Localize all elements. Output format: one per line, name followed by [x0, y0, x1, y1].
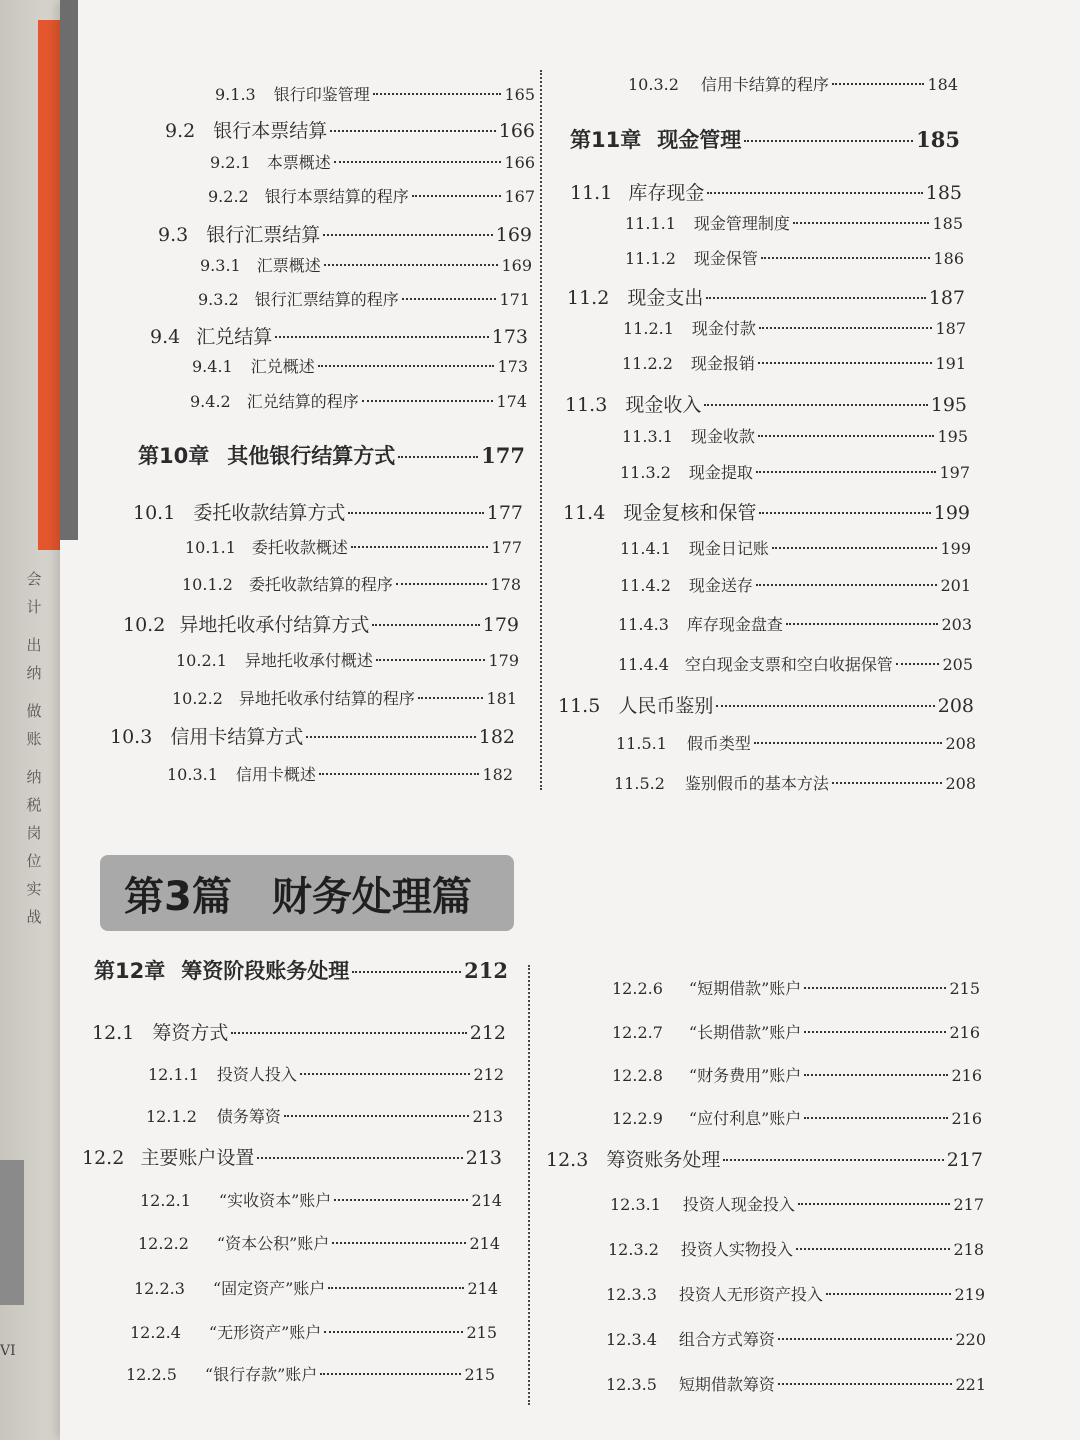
toc-page-number: 187: [928, 287, 965, 309]
toc-title: 现金收款: [690, 427, 755, 446]
toc-number: 11.4.2: [620, 576, 671, 595]
toc-page-number: 195: [930, 394, 967, 416]
toc-page-number: 182: [478, 726, 515, 748]
toc-entry: [146, 1104, 503, 1127]
toc-entry: [82, 1143, 502, 1170]
toc-title: 本票概述: [266, 153, 331, 172]
toc-number: 11.1: [570, 182, 613, 204]
toc-number: 12.2.1: [140, 1191, 191, 1210]
toc-number: 10.1: [133, 502, 176, 524]
leader-dots: [744, 140, 913, 142]
toc-entry: [612, 1063, 982, 1086]
toc-title: 鉴别假币的基本方法: [684, 774, 829, 793]
leader-dots: [402, 298, 497, 300]
toc-title: 现金复核和保管: [623, 502, 757, 524]
toc-page-number: 212: [473, 1065, 504, 1084]
leader-dots: [231, 1032, 466, 1034]
toc-page-number: 217: [953, 1195, 984, 1214]
toc-page-number: 177: [491, 538, 522, 557]
toc-number: 9.2.2: [208, 187, 249, 206]
toc-page-number: 208: [937, 695, 974, 717]
leader-dots: [756, 584, 938, 586]
toc-entry: [616, 731, 976, 754]
toc-title: 信用卡结算的程序: [700, 75, 829, 94]
toc-title: “实收资本”账户: [218, 1191, 332, 1210]
leader-dots: [832, 782, 943, 784]
leader-dots: [723, 1159, 943, 1161]
toc-number: 10.3.2: [628, 75, 679, 94]
leader-dots: [373, 93, 502, 95]
toc-entry: [546, 1145, 983, 1172]
toc-title: 银行印鉴管理: [273, 85, 370, 104]
leader-dots: [412, 195, 502, 197]
toc-entry: [172, 686, 517, 709]
toc-page-number: 201: [940, 576, 971, 595]
toc-entry: [92, 1018, 506, 1045]
leader-dots: [324, 264, 499, 266]
toc-entry: [165, 116, 535, 143]
toc-page-number: 218: [953, 1240, 984, 1259]
leader-dots: [758, 435, 935, 437]
toc-title: 组合方式筹资: [678, 1330, 775, 1349]
toc-entry: [158, 220, 532, 247]
toc-entry: [612, 976, 980, 999]
leader-dots: [796, 1248, 951, 1250]
page-number: VI: [0, 1343, 16, 1359]
toc-number: 12.2.8: [612, 1066, 663, 1085]
leader-dots: [348, 512, 483, 514]
toc-number: 12.3.4: [606, 1330, 657, 1349]
toc-title: 现金支出: [627, 287, 704, 309]
leader-dots: [798, 1203, 951, 1205]
leader-dots: [318, 365, 495, 367]
toc-number: 12.3.5: [606, 1375, 657, 1394]
toc-page-number: 205: [942, 655, 973, 674]
toc-entry: [176, 648, 519, 671]
toc-number: 11.3: [565, 394, 608, 416]
toc-number: 11.5.2: [614, 774, 665, 793]
toc-number: 9.1.3: [215, 85, 256, 104]
toc-page-number: 213: [472, 1107, 503, 1126]
leader-dots: [804, 1074, 948, 1076]
toc-page-number: 212: [469, 1022, 506, 1044]
leader-dots: [758, 362, 933, 364]
toc-number: 12.2.4: [130, 1323, 181, 1342]
toc-entry: [606, 1282, 985, 1305]
toc-page-number: 178: [490, 575, 521, 594]
leader-dots: [320, 1373, 461, 1375]
toc-number: 9.3.1: [200, 256, 241, 275]
toc-entry: [558, 691, 974, 718]
toc-entry: [208, 184, 535, 207]
toc-title: “长期借款”账户: [688, 1023, 802, 1042]
leader-dots: [257, 1157, 462, 1159]
toc-entry: [134, 1276, 498, 1299]
part-number: 第3篇: [124, 873, 232, 920]
toc-entry: [138, 1231, 500, 1254]
leader-dots: [323, 234, 493, 236]
toc-page-number: 199: [933, 502, 970, 524]
toc-page-number: 216: [951, 1109, 982, 1128]
toc-number: 10.2.1: [176, 651, 227, 670]
toc-page-number: 171: [499, 290, 530, 309]
leader-dots: [707, 192, 922, 194]
toc-number: 11.4: [563, 502, 606, 524]
toc-number: 12.2.2: [138, 1234, 189, 1253]
leader-dots: [328, 1287, 464, 1289]
toc-title: 假币类型: [686, 734, 751, 753]
toc-title: 债务筹资: [216, 1107, 281, 1126]
toc-entry: [130, 1320, 497, 1343]
toc-title: 库存现金: [628, 182, 705, 204]
toc-entry: [567, 283, 965, 310]
leader-dots: [396, 583, 488, 585]
toc-title: 银行汇票结算: [206, 224, 321, 246]
toc-number: 11.1.1: [625, 214, 676, 233]
toc-number: 10.3.1: [167, 765, 218, 784]
toc-page-number: 177: [486, 502, 523, 524]
toc-page-number: 184: [927, 75, 958, 94]
leader-dots: [300, 1073, 471, 1075]
leader-dots: [362, 400, 494, 402]
leader-dots: [319, 773, 480, 775]
toc-title: 其他银行结算方式: [227, 444, 396, 468]
toc-page-number: 219: [954, 1285, 985, 1304]
toc-title: 现金收入: [625, 394, 702, 416]
toc-title: “无形资产”账户: [208, 1323, 322, 1342]
leader-dots: [324, 1331, 463, 1333]
toc-number: 9.4: [150, 326, 181, 348]
toc-entry: [610, 1192, 984, 1215]
toc-number: 11.4.1: [620, 539, 671, 558]
toc-page-number: 181: [486, 689, 517, 708]
toc-number: 10.2: [123, 614, 166, 636]
leader-dots: [761, 257, 931, 259]
toc-page-number: 186: [933, 249, 964, 268]
toc-title: 银行汇票结算的程序: [254, 290, 399, 309]
toc-number: 第11章: [570, 128, 642, 152]
toc-entry: [200, 253, 532, 276]
toc-title: 委托收款结算方式: [193, 502, 346, 524]
toc-page-number: 191: [935, 354, 966, 373]
toc-title: 汇兑结算: [196, 326, 273, 348]
toc-title: 异地托收承付结算的程序: [238, 689, 415, 708]
toc-title: 现金保管: [693, 249, 758, 268]
toc-page-number: 173: [497, 357, 528, 376]
leader-dots: [759, 327, 933, 329]
toc-page-number: 179: [488, 651, 519, 670]
leader-dots: [772, 547, 938, 549]
toc-number: 12.3.3: [606, 1285, 657, 1304]
toc-number: 12.1.2: [146, 1107, 197, 1126]
toc-page-number: 214: [471, 1191, 502, 1210]
toc-entry: [612, 1020, 980, 1043]
toc-page-number: 169: [495, 224, 532, 246]
toc-number: 9.4.2: [190, 392, 231, 411]
toc-page-number: 177: [481, 443, 525, 468]
toc-title: 投资人实物投入: [680, 1240, 793, 1259]
toc-title: 现金付款: [691, 319, 756, 338]
side-gray-block: [0, 1160, 24, 1305]
toc-title: “固定资产”账户: [212, 1279, 326, 1298]
toc-title: 委托收款概述: [251, 538, 348, 557]
toc-page-number: 166: [498, 120, 535, 142]
toc-number: 第12章: [94, 959, 166, 983]
toc-entry: [622, 424, 968, 447]
leader-dots: [351, 546, 489, 548]
toc-page-number: 174: [496, 392, 527, 411]
toc-page-number: 173: [491, 326, 528, 348]
leader-dots: [334, 1199, 468, 1201]
toc-number: 12.2.3: [134, 1279, 185, 1298]
part-name: 财务处理篇: [271, 873, 472, 920]
toc-title: 现金日记账: [688, 539, 769, 558]
toc-page-number: 167: [504, 187, 535, 206]
toc-title: 主要账户设置: [140, 1147, 255, 1169]
toc-page-number: 221: [955, 1375, 986, 1394]
page-edge-tab: [60, 0, 78, 540]
toc-page-number: 215: [466, 1323, 497, 1342]
toc-entry: [210, 150, 535, 173]
leader-dots: [754, 742, 943, 744]
leader-dots: [704, 404, 927, 406]
toc-number: 9.3.2: [198, 290, 239, 309]
leader-dots: [330, 130, 496, 132]
toc-entry: [614, 771, 976, 794]
toc-entry: [190, 389, 527, 412]
toc-page-number: 215: [464, 1365, 495, 1384]
toc-page-number: 169: [501, 256, 532, 275]
toc-page-number: 185: [916, 127, 960, 152]
leader-dots: [376, 659, 486, 661]
toc-title: 银行本票结算: [213, 120, 328, 142]
leader-dots: [284, 1115, 470, 1117]
toc-title: 筹资方式: [152, 1022, 229, 1044]
toc-entry: [618, 652, 973, 675]
toc-page-number: 185: [932, 214, 963, 233]
toc-entry: [608, 1237, 984, 1260]
toc-number: 第10章: [138, 444, 210, 468]
toc-entry: [133, 498, 523, 525]
toc-number: 10.1.1: [185, 538, 236, 557]
toc-page-number: 179: [482, 614, 519, 636]
toc-title: 现金送存: [688, 576, 753, 595]
leader-dots: [778, 1383, 953, 1385]
toc-number: 9.3: [158, 224, 189, 246]
column-divider: [540, 70, 542, 790]
toc-title: 现金管理: [657, 128, 742, 152]
toc-page-number: 213: [465, 1147, 502, 1169]
toc-page-number: 217: [946, 1149, 983, 1171]
side-vertical-label: 会 计 出 纳 做 账 纳 税 岗 位 实 战: [26, 570, 42, 926]
leader-dots: [275, 336, 489, 338]
toc-page-number: 212: [464, 958, 508, 983]
leader-dots: [706, 297, 925, 299]
leader-dots: [759, 512, 930, 514]
toc-page-number: 216: [949, 1023, 980, 1042]
toc-title: 现金报销: [690, 354, 755, 373]
leader-dots: [372, 624, 479, 626]
leader-dots: [306, 736, 475, 738]
toc-entry: [625, 246, 964, 269]
leader-dots: [832, 83, 925, 85]
toc-chapter-entry: [570, 124, 960, 154]
toc-number: 11.2: [567, 287, 610, 309]
toc-number: 10.2.2: [172, 689, 223, 708]
toc-page-number: 215: [949, 979, 980, 998]
toc-page-number: 199: [940, 539, 971, 558]
toc-number: 12.3: [546, 1149, 589, 1171]
toc-page-number: 165: [504, 85, 535, 104]
toc-page-number: 197: [939, 463, 970, 482]
toc-entry: [167, 762, 513, 785]
toc-page-number: 166: [504, 153, 535, 172]
toc-number: 11.5: [558, 695, 601, 717]
leader-dots: [332, 1242, 466, 1244]
leader-dots: [826, 1293, 952, 1295]
toc-page-number: 195: [937, 427, 968, 446]
toc-number: 11.3.1: [622, 427, 673, 446]
toc-title: 投资人现金投入: [682, 1195, 795, 1214]
toc-entry: [150, 322, 528, 349]
toc-entry: [620, 573, 971, 596]
toc-entry: [622, 351, 966, 374]
toc-title: 投资人无形资产投入: [678, 1285, 823, 1304]
toc-number: 12.2.6: [612, 979, 663, 998]
leader-dots: [804, 987, 946, 989]
toc-page-number: 185: [925, 182, 962, 204]
toc-number: 12.1: [92, 1022, 135, 1044]
leader-dots: [778, 1338, 953, 1340]
toc-entry: [623, 316, 966, 339]
toc-number: 12.1.1: [148, 1065, 199, 1084]
toc-number: 12.2.5: [126, 1365, 177, 1384]
toc-title: “银行存款”账户: [204, 1365, 318, 1384]
toc-entry: [563, 498, 970, 525]
toc-entry: [126, 1362, 495, 1385]
column-divider: [528, 965, 530, 1405]
toc-page-number: 208: [945, 774, 976, 793]
toc-number: 11.1.2: [625, 249, 676, 268]
leader-dots: [786, 623, 939, 625]
toc-entry: [192, 354, 528, 377]
toc-title: 筹资账务处理: [606, 1149, 721, 1171]
toc-number: 12.2.7: [612, 1023, 663, 1042]
toc-page-number: 214: [467, 1279, 498, 1298]
toc-number: 11.4.4: [618, 655, 669, 674]
toc-title: 信用卡结算方式: [170, 726, 304, 748]
toc-title: “财务费用”账户: [688, 1066, 802, 1085]
leader-dots: [716, 705, 934, 707]
leader-dots: [352, 971, 461, 973]
toc-number: 10.3: [110, 726, 153, 748]
toc-page-number: 208: [945, 734, 976, 753]
toc-title: 空白现金支票和空白收据保管: [684, 655, 893, 674]
toc-number: 9.2.1: [210, 153, 251, 172]
toc-entry: [606, 1372, 986, 1395]
toc-page-number: 182: [482, 765, 513, 784]
toc-entry: [625, 211, 963, 234]
toc-number: 12.2: [82, 1147, 125, 1169]
toc-page-number: 214: [469, 1234, 500, 1253]
toc-entry: [140, 1188, 502, 1211]
toc-page-number: 203: [941, 615, 972, 634]
toc-number: 11.2.2: [622, 354, 673, 373]
toc-title: 现金管理制度: [693, 214, 790, 233]
toc-page-number: 187: [935, 319, 966, 338]
part-banner: [100, 855, 514, 931]
toc-title: 库存现金盘查: [686, 615, 783, 634]
toc-page-number: 220: [955, 1330, 986, 1349]
toc-title: 汇票概述: [256, 256, 321, 275]
toc-title: 信用卡概述: [235, 765, 316, 784]
toc-entry: [565, 390, 967, 417]
toc-number: 11.5.1: [616, 734, 667, 753]
toc-title: 异地托收承付结算方式: [179, 614, 370, 636]
leader-dots: [418, 697, 484, 699]
toc-title: 投资人投入: [216, 1065, 297, 1084]
toc-entry: [198, 287, 530, 310]
toc-entry: [620, 536, 971, 559]
toc-entry: [606, 1327, 986, 1350]
toc-title: 短期借款筹资: [678, 1375, 775, 1394]
toc-title: 筹资阶段账务处理: [181, 959, 350, 983]
toc-entry: [123, 610, 519, 637]
toc-entry: [618, 612, 972, 635]
toc-number: 12.2.9: [612, 1109, 663, 1128]
leader-dots: [896, 663, 940, 665]
leader-dots: [793, 222, 930, 224]
toc-title: “资本公积”账户: [216, 1234, 330, 1253]
toc-title: 现金提取: [688, 463, 753, 482]
toc-entry: [185, 535, 522, 558]
toc-page-number: 216: [951, 1066, 982, 1085]
toc-title: 银行本票结算的程序: [264, 187, 409, 206]
toc-title: 异地托收承付概述: [244, 651, 373, 670]
toc-entry: [215, 82, 535, 105]
toc-entry: [570, 178, 962, 205]
toc-entry: [612, 1106, 982, 1129]
toc-number: 12.3.2: [608, 1240, 659, 1259]
leader-dots: [804, 1031, 946, 1033]
toc-chapter-entry: [94, 955, 508, 985]
toc-title: 汇兑概述: [250, 357, 315, 376]
toc-number: 9.2: [165, 120, 196, 142]
toc-title: 人民币鉴别: [618, 695, 714, 717]
toc-number: 9.4.1: [192, 357, 233, 376]
toc-entry: [182, 572, 521, 595]
toc-title: 委托收款结算的程序: [248, 575, 393, 594]
toc-title: “短期借款”账户: [688, 979, 802, 998]
toc-entry: [620, 460, 970, 483]
toc-entry: [148, 1062, 504, 1085]
toc-title: “应付利息”账户: [688, 1109, 802, 1128]
leader-dots: [398, 456, 478, 458]
toc-entry: [110, 722, 515, 749]
toc-chapter-entry: [138, 440, 525, 470]
toc-number: 11.2.1: [623, 319, 674, 338]
toc-entry: [628, 72, 958, 95]
leader-dots: [756, 471, 937, 473]
leader-dots: [334, 161, 502, 163]
leader-dots: [804, 1117, 948, 1119]
toc-number: 12.3.1: [610, 1195, 661, 1214]
toc-number: 10.1.2: [182, 575, 233, 594]
toc-title: 汇兑结算的程序: [246, 392, 359, 411]
toc-number: 11.3.2: [620, 463, 671, 482]
toc-number: 11.4.3: [618, 615, 669, 634]
